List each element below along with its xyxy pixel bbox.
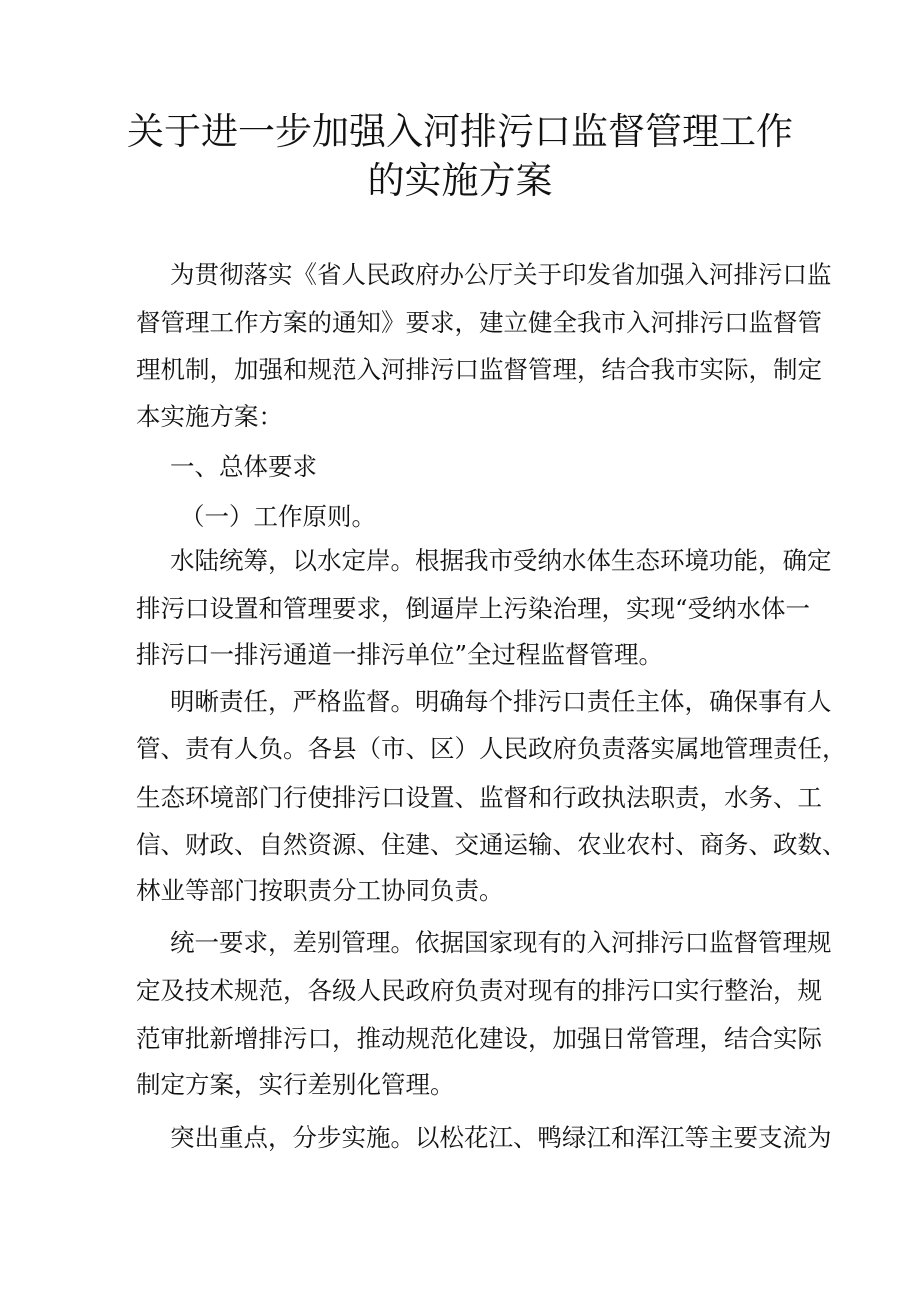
paragraph-3-line-4: 制定方案，实行差别化管理。 [136, 1070, 455, 1099]
paragraph-1-line-2: 排污口设置和管理要求，倒逼岸上污染治理，实现“受纳水体一 [136, 594, 811, 623]
section-heading-2: （一）工作原则。 [180, 502, 376, 531]
paragraph-1-line-1: 水陆统筹，以水定岸。根据我市受纳水体生态环境功能，确定 [170, 546, 832, 575]
document-title-line-1: 关于进一步加强入河排污口监督管理工作 [127, 110, 793, 153]
paragraph-3-line-1: 统一要求，差别管理。依据国家现有的入河排污口监督管理规 [170, 928, 832, 957]
paragraph-3-line-2: 定及技术规范，各级人民政府负责对现有的排污口实行整治，规 [136, 976, 822, 1005]
intro-line-3: 理机制，加强和规范入河排污口监督管理，结合我市实际，制定 [136, 355, 822, 384]
paragraph-1-line-3: 排污口一排污通道一排污单位”全过程监督管理。 [136, 640, 664, 669]
intro-line-1: 为贯彻落实《省人民政府办公厅关于印发省加强入河排污口监 [170, 260, 832, 289]
paragraph-2-line-4: 信、财政、自然资源、住建、交通运输、农业农村、商务、政数、 [136, 830, 847, 859]
paragraph-3-line-3: 范审批新增排污口，推动规范化建设，加强日常管理，结合实际 [136, 1024, 822, 1053]
paragraph-2-line-1: 明晰责任，严格监督。明确每个排污口责任主体，确保事有人 [170, 687, 832, 716]
paragraph-2-line-3: 生态环境部门行使排污口设置、监督和行政执法职责，水务、工 [136, 783, 822, 812]
intro-line-2: 督管理工作方案的通知》要求，建立健全我市入河排污口监督管 [136, 308, 822, 337]
paragraph-2-line-2: 管、责有人负。各县（市、区）人民政府负责落实属地管理责任， [136, 734, 847, 763]
section-heading-1: 一、总体要求 [170, 452, 317, 481]
intro-line-4: 本实施方案： [136, 402, 283, 431]
document-title-line-2: 的实施方案 [367, 159, 553, 202]
paragraph-2-line-5: 林业等部门按职责分工协同负责。 [136, 876, 504, 905]
paragraph-4-line-1: 突出重点，分步实施。以松花江、鸭绿江和浑江等主要支流为 [170, 1123, 832, 1152]
